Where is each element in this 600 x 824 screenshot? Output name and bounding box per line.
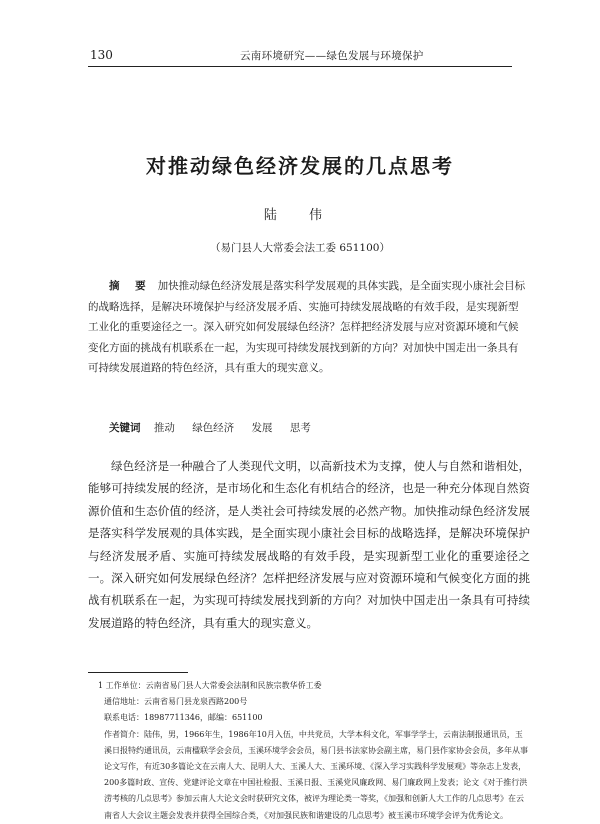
abstract-text: 加快推动绿色经济发展是落实科学发展观的具体实践，是全面实现小康社会目标的战略选择，是解决环境保护与经济发展矛盾、实施可持续发展战略的有效手段，是实现新型工业化的重要途径之一。深入研究如何发展绿色经济？怎样把经济发展与应对资源环境和气候变化方面的挑战有机联系在一起，为实现可持续发展找到新的方向？对加快中国走出一条具有可持续发展道路的特色经济，具有重大的现实意义。: [88, 280, 526, 374]
footnote-contact: 联系电话：18987711346，邮编：651100: [104, 713, 263, 723]
article-title: 对推动绿色经济发展的几点思考: [146, 154, 454, 178]
abstract: [88, 276, 528, 379]
keyword: 推动: [153, 422, 175, 434]
keyword: 绿色经济: [192, 422, 235, 434]
keywords: [88, 418, 528, 438]
keyword: 发展: [251, 422, 273, 434]
author-name: 陆 伟: [263, 208, 337, 223]
author-affiliation: （易门县人大常委会法工委 651100）: [210, 242, 390, 254]
journal-title: 云南环境研究——绿色发展与环境保护: [240, 50, 424, 62]
keyword: 思考: [289, 422, 311, 434]
footnotes: [88, 678, 530, 824]
header-rule: [88, 66, 512, 67]
running-head: [90, 48, 510, 66]
keywords-label: 关键词: [109, 422, 141, 434]
abstract-label: 摘 要: [109, 280, 152, 292]
body-paragraph: 绿色经济是一种融合了人类现代文明，以高新技术为支撑，使人与自然和谐相处，能够可持续发展的经济，是市场化和生态化有机结合的经济，也是一种充分体现自然资源价值和生态价值的经济，是人类社会可持续发展的必然产物。加快推动绿色经济发展是落实科学发展观的具体实践，是全面实现小康社会目标的战略选择，是解决环境保护与经济发展矛盾、实施可持续发展战略的有效手段，是实现新型工业化的重要途径之一。深入研究如何发展绿色经济？怎样把经济发展与应对资源环境和气候变化方面的挑战有机联系在一起，为实现可持续发展找到新的方向？对加快中国走出一条具有可持续发展道路的特色经济，具有重大的现实意义。: [88, 459, 530, 630]
footnote-work-unit: 1 工作单位：云南省易门县人大常委会法制和民族宗教华侨工委: [98, 681, 322, 690]
footnote-rule: [88, 672, 188, 673]
page-number: 130: [90, 48, 113, 62]
footnote-address: 通信地址：云南省易门县龙泉西路200号: [104, 697, 248, 707]
footnote-bio: 作者简介：陆伟，男，1966年生，1986年10月入伍，中共党员，大学本科文化，军事学学士，云南法制报通讯员，玉溪日报特约通讯员，云南楹联学会会员，玉溪环境学会会员，易门县书法家协会副主席，易门县作家协会会员，多年从事论文写作，有近30多篇论文在云南人大、昆明人大、玉溪人大、玉溪环境、《深入学习实践科学发展观》等杂志上发表，200多篇时政、宣传、党建评论文章在中国社检报、玉溪日报、玉溪党风廉政网、易门廉政网上发表；论文《对于推行洪涝考核的几点思考》参加云南人大论文会时获研究文体，被评为理论类一等奖，《加强和创新人大工作的几点思考》在云南省人大会议主题会发表并获得全国综合类，《对加强民族和谐建设的几点思考》被玉溪市环境学会评为优秀论文。: [104, 729, 528, 820]
